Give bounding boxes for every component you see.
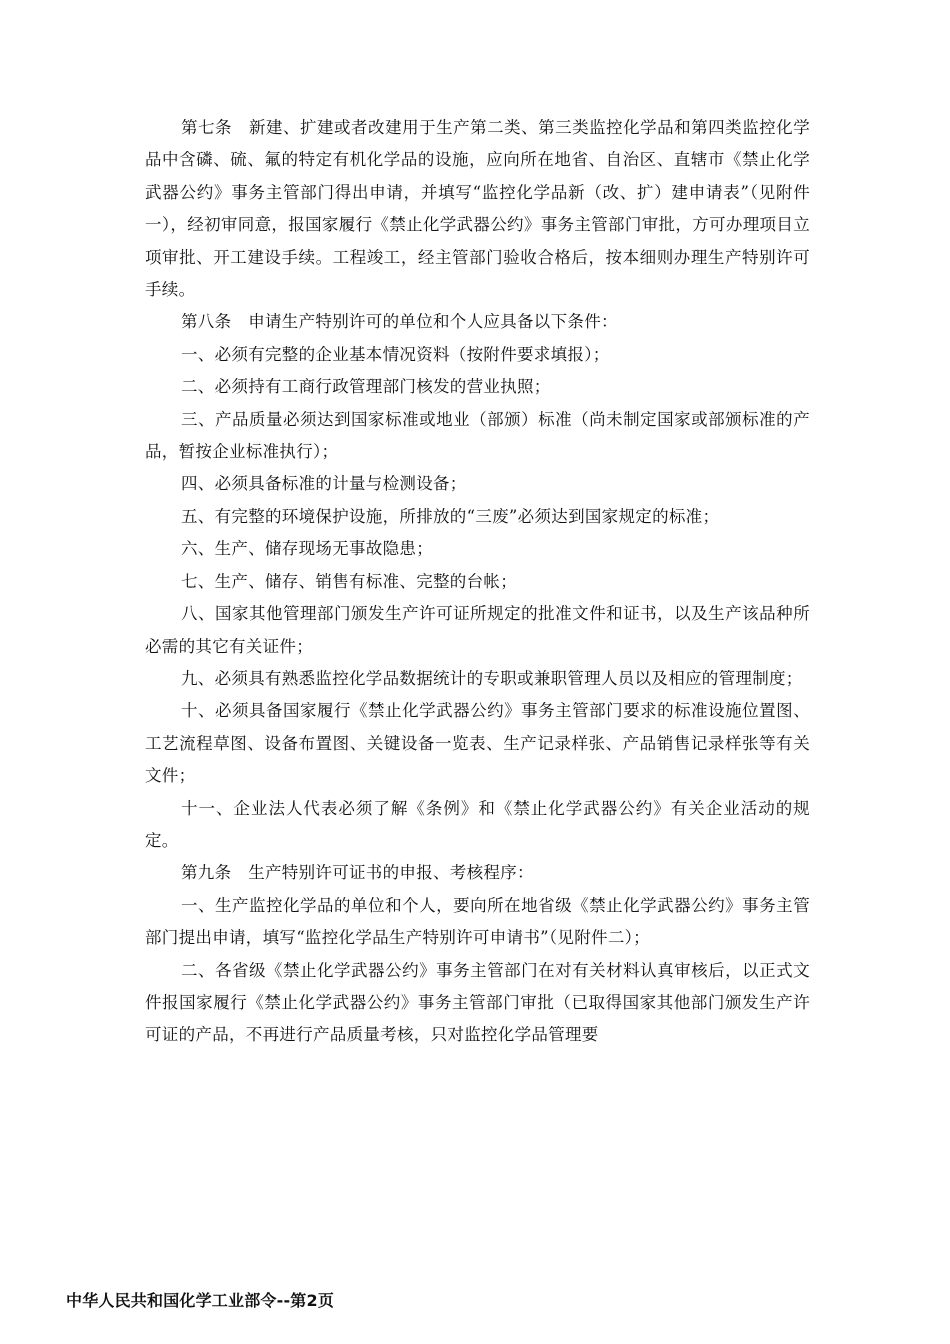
paragraph-condition-5: 五、有完整的环境保护设施，所排放的“三废”必须达到国家规定的标准； [181, 506, 720, 526]
paragraph-procedure-1: 一、生产监控化学品的单位和个人，要向所在地省级《禁止化学武器公约》事务主管部门提出申请，填写“监控化学品生产特别许可申请书”（见附件二）； [145, 895, 810, 948]
paragraph-condition-6: 六、生产、储存现场无事故隐患； [181, 539, 433, 559]
paragraph-article-9: 第九条 生产特别许可证书的申报、考核程序： [181, 863, 534, 883]
paragraph-article-8: 第八条 申请生产特别许可的单位和个人应具备以下条件： [181, 312, 618, 332]
paragraph-condition-11: 十一、企业法人代表必须了解《条例》和《禁止化学武器公约》有关企业活动的规定。 [145, 798, 810, 850]
document-body [145, 112, 810, 1052]
paragraph-condition-3: 三、产品质量必须达到国家标准或地业（部颁）标准（尚未制定国家或部颁标准的产品，暂按企业标准执行）； [145, 409, 810, 462]
paragraph-condition-9: 九、必须具有熟悉监控化学品数据统计的专职或兼职管理人员以及相应的管理制度； [181, 668, 803, 688]
paragraph-article-7: 第七条 新建、扩建或者改建用于生产第二类、第三类监控化学品和第四类监控化学品中含磷、硫、氟的特定有机化学品的设施，应向所在地省、自治区、直辖市《禁止化学武器公约》事务主管部门得出申请，并填写“监控化学品新（改、扩）建申请表”（见附件一），经初审同意，报国家履行《禁止化学武器公约》事务主管部门审批，方可办理项目立项审批、开工建设手续。工程竣工，经主管部门验收合格后，按本细则办理生产特别许可手续。 [145, 118, 810, 300]
page-footer: 中华人民共和国化学工业部令--第2页 [66, 1291, 335, 1310]
paragraph-condition-10: 十、必须具备国家履行《禁止化学武器公约》事务主管部门要求的标准设施位置图、工艺流程草图、设备布置图、关键设备一览表、生产记录样张、产品销售记录样张等有关文件； [145, 701, 810, 786]
paragraph-condition-1: 一、必须有完整的企业基本情况资料（按附件要求填报）； [181, 344, 610, 364]
paragraph-condition-2: 二、必须持有工商行政管理部门核发的营业执照； [181, 377, 551, 397]
paragraph-condition-8: 八、国家其他管理部门颁发生产许可证所规定的批准文件和证书，以及生产该品种所必需的其它有关证件； [145, 604, 810, 656]
paragraph-procedure-2: 二、各省级《禁止化学武器公约》事务主管部门在对有关材料认真审核后，以正式文件报国家履行《禁止化学武器公约》事务主管部门审批（已取得国家其他部门颁发生产许可证的产品，不再进行产品质量考核，只对监控化学品管理要 [145, 960, 810, 1045]
paragraph-condition-7: 七、生产、储存、销售有标准、完整的台帐； [181, 571, 517, 591]
paragraph-condition-4: 四、必须具备标准的计量与检测设备； [181, 474, 467, 494]
